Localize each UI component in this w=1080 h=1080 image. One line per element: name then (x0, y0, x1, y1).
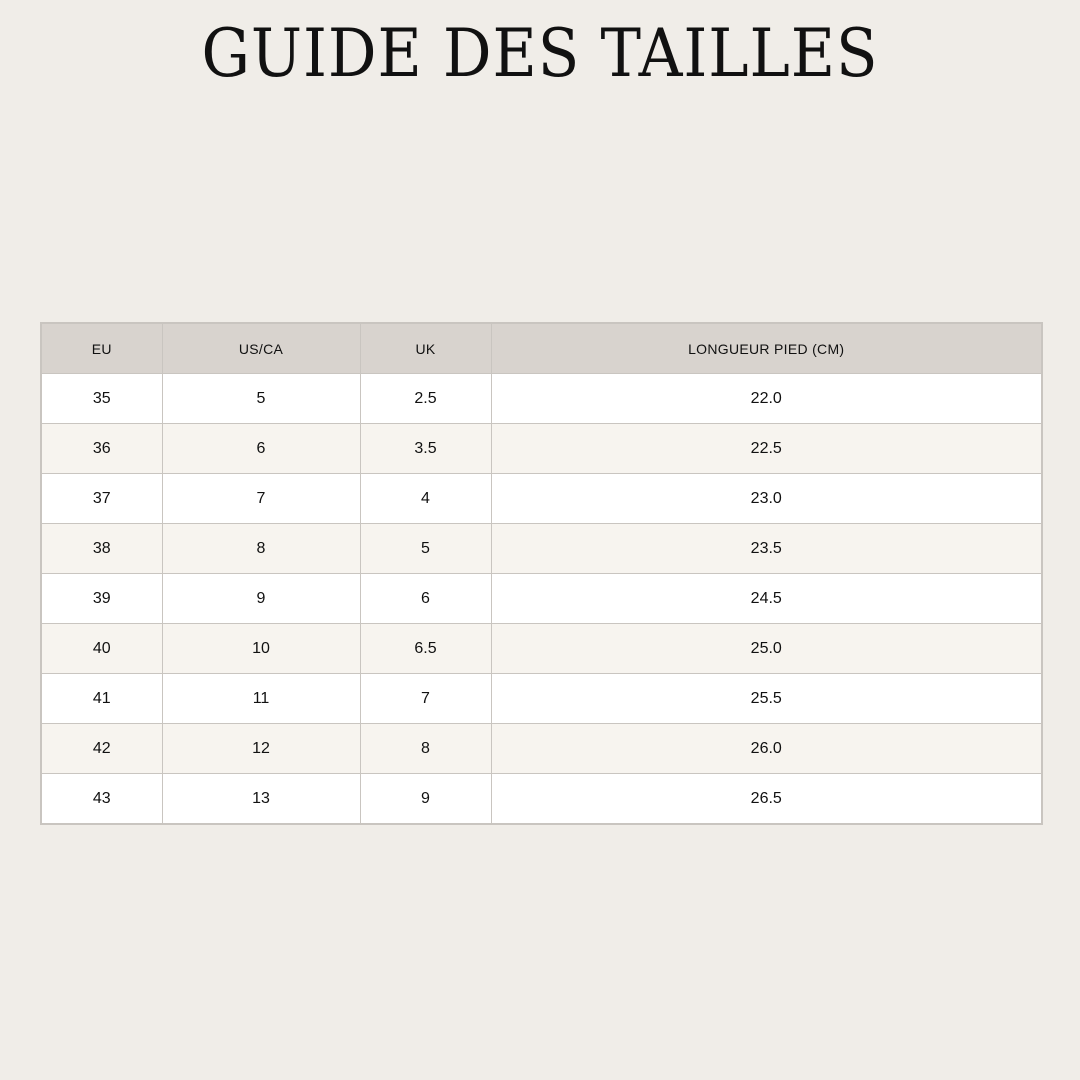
cell-us-ca: 9 (162, 574, 360, 624)
cell-uk: 8 (360, 724, 491, 774)
table-row (41, 774, 1042, 825)
cell-foot-length: 22.5 (491, 424, 1042, 474)
cell-foot-length: 25.0 (491, 624, 1042, 674)
cell-eu: 39 (41, 574, 162, 624)
cell-foot-length: 22.0 (491, 374, 1042, 424)
cell-foot-length: 25.5 (491, 674, 1042, 724)
cell-foot-length: 26.0 (491, 724, 1042, 774)
cell-uk: 7 (360, 674, 491, 724)
cell-foot-length: 23.0 (491, 474, 1042, 524)
cell-uk: 9 (360, 774, 491, 825)
cell-foot-length: 24.5 (491, 574, 1042, 624)
cell-uk: 6.5 (360, 624, 491, 674)
cell-eu: 42 (41, 724, 162, 774)
cell-us-ca: 12 (162, 724, 360, 774)
cell-us-ca: 11 (162, 674, 360, 724)
cell-eu: 43 (41, 774, 162, 825)
cell-us-ca: 10 (162, 624, 360, 674)
header-foot-length: LONGUEUR PIED (CM) (491, 323, 1042, 374)
header-uk: UK (360, 323, 491, 374)
cell-eu: 38 (41, 524, 162, 574)
cell-uk: 5 (360, 524, 491, 574)
cell-uk: 2.5 (360, 374, 491, 424)
cell-uk: 6 (360, 574, 491, 624)
table-row (41, 624, 1042, 674)
cell-us-ca: 6 (162, 424, 360, 474)
table-row (41, 674, 1042, 724)
table-row (41, 374, 1042, 424)
page-title: GUIDE DES TAILLES (201, 15, 879, 92)
header-eu: EU (41, 323, 162, 374)
cell-eu: 35 (41, 374, 162, 424)
cell-us-ca: 13 (162, 774, 360, 825)
table-row (41, 524, 1042, 574)
table-header-row (41, 323, 1042, 374)
cell-eu: 37 (41, 474, 162, 524)
cell-eu: 41 (41, 674, 162, 724)
cell-uk: 3.5 (360, 424, 491, 474)
cell-us-ca: 7 (162, 474, 360, 524)
cell-eu: 40 (41, 624, 162, 674)
cell-foot-length: 26.5 (491, 774, 1042, 825)
cell-us-ca: 5 (162, 374, 360, 424)
cell-uk: 4 (360, 474, 491, 524)
size-chart-table (40, 322, 1043, 825)
table-row (41, 724, 1042, 774)
cell-eu: 36 (41, 424, 162, 474)
cell-us-ca: 8 (162, 524, 360, 574)
table-row (41, 574, 1042, 624)
table-row (41, 474, 1042, 524)
header-us-ca: US/CA (162, 323, 360, 374)
cell-foot-length: 23.5 (491, 524, 1042, 574)
table-row (41, 424, 1042, 474)
